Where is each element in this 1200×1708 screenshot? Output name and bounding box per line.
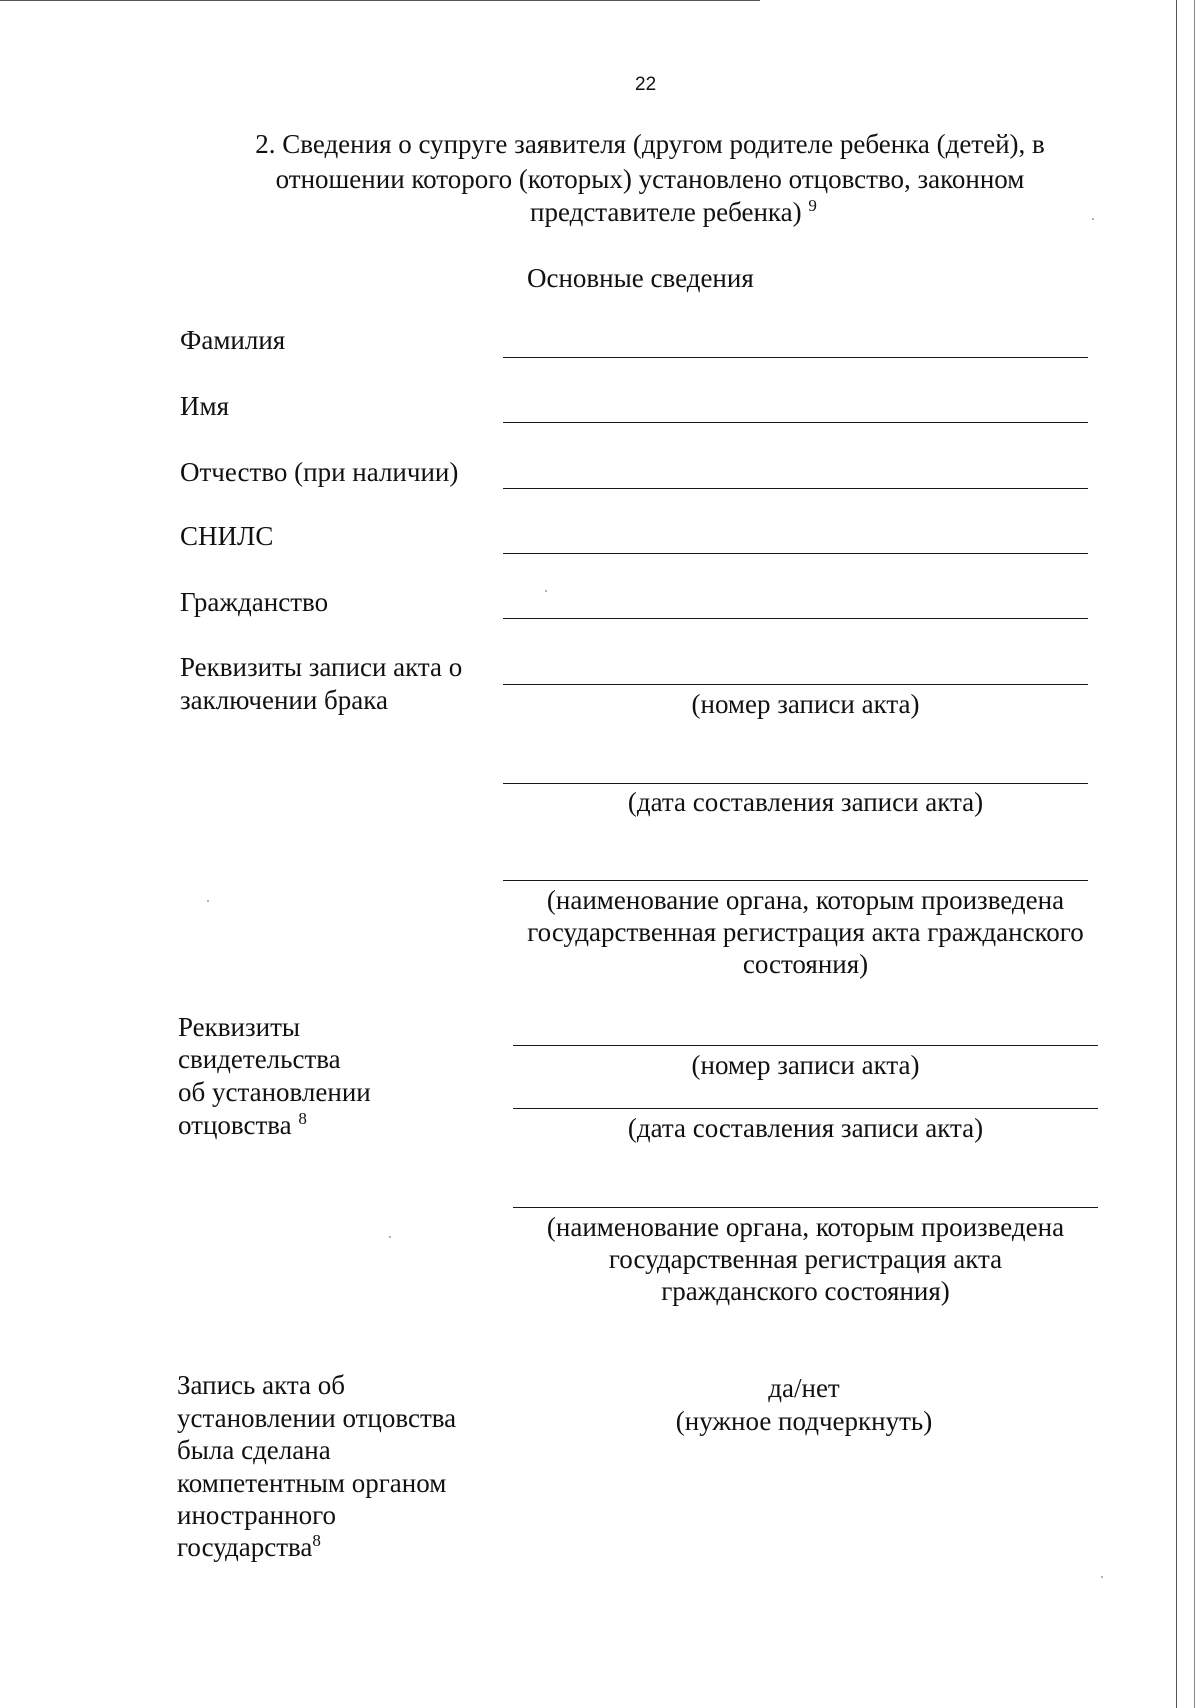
foreign-record-answer[interactable]: да/нет bbox=[768, 1373, 840, 1403]
scan-speck bbox=[389, 1236, 391, 1238]
paternity-certificate-date-field[interactable] bbox=[513, 1108, 1098, 1109]
paternity-certificate-footnote: 8 bbox=[298, 1109, 307, 1128]
page-number: 22 bbox=[635, 74, 657, 95]
section-subtitle: Основные сведения bbox=[527, 263, 754, 293]
foreign-record-answer-hint: (нужное подчеркнуть) bbox=[675, 1406, 933, 1436]
paternity-certificate-label-line-2: свидетельства bbox=[178, 1044, 341, 1074]
marriage-record-authority-line-1: (наименование органа, которым произведена bbox=[546, 885, 1065, 915]
paternity-certificate-authority-line-2: государственная регистрация акта bbox=[608, 1244, 1003, 1274]
paternity-certificate-label-text: отцовства bbox=[178, 1110, 292, 1140]
marriage-record-authority-field[interactable] bbox=[503, 880, 1088, 881]
marriage-record-date-field[interactable] bbox=[503, 783, 1088, 784]
snils-label: СНИЛС bbox=[180, 521, 274, 551]
scan-speck bbox=[1101, 1576, 1103, 1578]
marriage-record-number-field[interactable] bbox=[503, 684, 1088, 685]
paternity-certificate-authority-line-1: (наименование органа, которым произведена bbox=[546, 1212, 1065, 1242]
surname-label: Фамилия bbox=[180, 325, 286, 355]
foreign-record-label-line-2: установлении отцовства bbox=[177, 1403, 457, 1433]
marriage-record-authority-line-3: состояния) bbox=[742, 949, 869, 979]
name-field[interactable] bbox=[503, 422, 1088, 423]
paternity-certificate-label-line-1: Реквизиты bbox=[178, 1012, 301, 1042]
scan-edge-right bbox=[1176, 0, 1177, 1708]
marriage-record-label-line-2: заключении брака bbox=[180, 685, 388, 715]
scan-speck bbox=[545, 590, 547, 592]
citizenship-label: Гражданство bbox=[180, 587, 329, 617]
surname-field[interactable] bbox=[503, 357, 1088, 358]
scan-edge-top bbox=[0, 0, 760, 1]
snils-field[interactable] bbox=[503, 553, 1088, 554]
section-title-line-2: отношении которого (которых) установлено отцовство, законном bbox=[275, 164, 1025, 194]
name-label: Имя bbox=[180, 391, 230, 421]
paternity-certificate-date-caption: (дата составления записи акта) bbox=[627, 1113, 984, 1143]
marriage-record-date-caption: (дата составления записи акта) bbox=[627, 787, 984, 817]
foreign-record-label-line-3: была сделана bbox=[177, 1435, 331, 1465]
foreign-record-footnote: 8 bbox=[312, 1531, 321, 1550]
scan-speck bbox=[1092, 218, 1094, 220]
section-title-line-3 bbox=[530, 196, 817, 228]
patronymic-label: Отчество (при наличии) bbox=[180, 457, 459, 487]
marriage-record-label-line-1: Реквизиты записи акта о bbox=[180, 652, 463, 682]
foreign-record-label-line-5: иностранного bbox=[177, 1500, 336, 1530]
paternity-certificate-authority-line-3: гражданского состояния) bbox=[661, 1276, 950, 1306]
paternity-certificate-number-caption: (номер записи акта) bbox=[691, 1050, 920, 1080]
citizenship-field[interactable] bbox=[503, 618, 1088, 619]
scan-edge-right-inner bbox=[1194, 0, 1195, 1708]
paternity-certificate-number-field[interactable] bbox=[513, 1045, 1098, 1046]
section-title-line-1: 2. Сведения о супруге заявителя (другом родителе ребенка (детей), в bbox=[255, 129, 1045, 159]
scan-speck bbox=[207, 900, 209, 902]
foreign-record-label-line-4: компетентным органом bbox=[177, 1468, 447, 1498]
foreign-record-label-line-6 bbox=[177, 1531, 321, 1563]
section-title-text: представителе ребенка) bbox=[530, 197, 802, 227]
marriage-record-authority-line-2: государственная регистрация акта гражданского bbox=[527, 917, 1084, 947]
paternity-certificate-label-line-4 bbox=[178, 1109, 307, 1141]
foreign-record-label-text: государства bbox=[177, 1532, 313, 1562]
paternity-certificate-label-line-3: об установлении bbox=[178, 1077, 371, 1107]
section-title-footnote: 9 bbox=[808, 196, 817, 215]
paternity-certificate-authority-field[interactable] bbox=[513, 1207, 1098, 1208]
marriage-record-number-caption: (номер записи акта) bbox=[691, 689, 920, 719]
foreign-record-label-line-1: Запись акта об bbox=[177, 1370, 345, 1400]
patronymic-field[interactable] bbox=[503, 488, 1088, 489]
